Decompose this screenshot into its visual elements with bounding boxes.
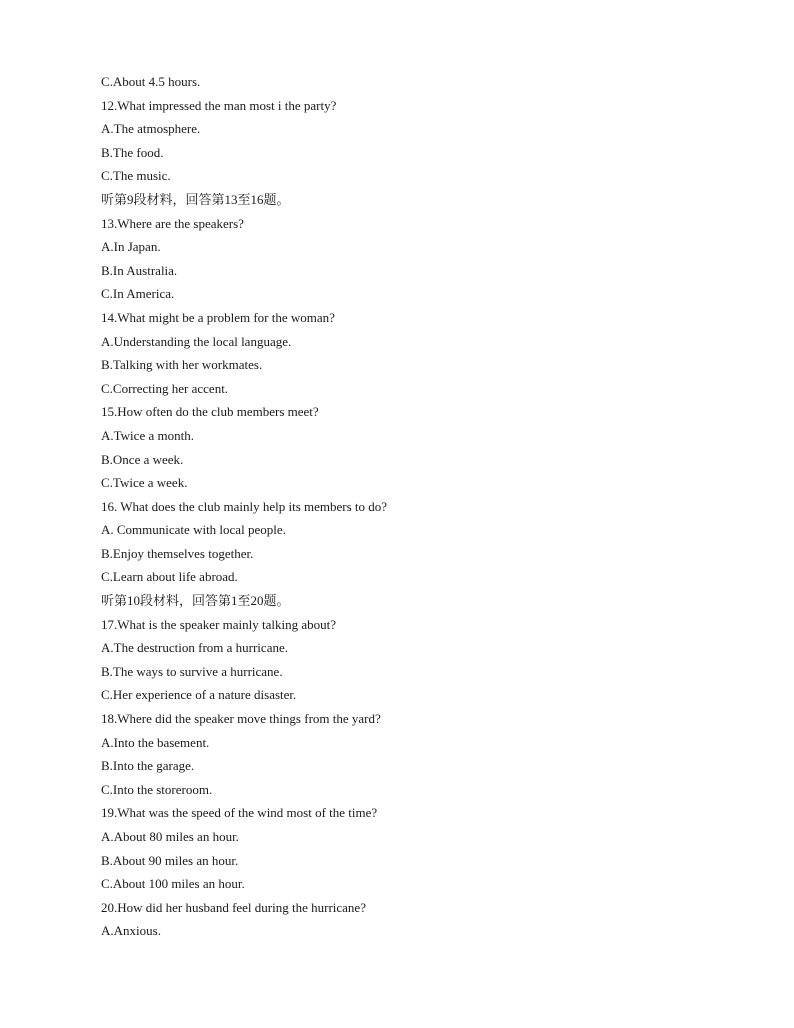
option-line: C.About 100 miles an hour. — [101, 876, 245, 892]
question-line: 13.Where are the speakers? — [101, 215, 244, 231]
question-line: 14.What might be a problem for the woman? — [101, 309, 335, 325]
option-line: C.Into the storeroom. — [101, 781, 213, 797]
option-line: B.Enjoy themselves together. — [101, 545, 254, 561]
option-line: B.In Australia. — [101, 262, 178, 278]
option-line: A.Understanding the local language. — [101, 333, 292, 349]
option-line: A.Twice a month. — [101, 427, 194, 443]
option-line: C.Correcting her accent. — [101, 380, 229, 396]
question-line: 12.What impressed the man most i the party? — [101, 97, 337, 113]
option-line: B.The ways to survive a hurricane. — [101, 663, 283, 679]
option-line: B.About 90 miles an hour. — [101, 852, 239, 868]
question-line: 15.How often do the club members meet? — [101, 404, 319, 420]
option-line: C.About 4.5 hours. — [101, 74, 201, 89]
option-line: B.Talking with her workmates. — [101, 357, 263, 373]
option-line: A.About 80 miles an hour. — [101, 829, 239, 844]
question-line: 19.What was the speed of the wind most of the time? — [101, 805, 378, 821]
document-page — [101, 72, 761, 945]
option-line: A.In Japan. — [101, 239, 161, 255]
option-line: A.Anxious. — [101, 923, 161, 939]
question-line: 20.How did her husband feel during the hurricane? — [101, 899, 366, 915]
option-line: C.The music. — [101, 168, 171, 184]
option-line: B.Once a week. — [101, 451, 184, 467]
option-line: C.Twice a week. — [101, 475, 188, 491]
option-line: A.The destruction from a hurricane. — [101, 640, 288, 656]
option-line: A. Communicate with local people. — [101, 522, 286, 538]
section-instruction: 听第9段材料，回答第13至16题。 — [101, 191, 290, 207]
section-instruction: 听第10段材料，回答第1至20题。 — [101, 593, 290, 609]
option-line: C.In America. — [101, 286, 175, 302]
question-line: 16. What does the club mainly help its members to do? — [101, 498, 388, 514]
question-line: 18.Where did the speaker move things from the yard? — [101, 711, 381, 727]
option-line: A.Into the basement. — [101, 734, 210, 750]
option-line: B.Into the garage. — [101, 758, 195, 774]
option-line: A.The atmosphere. — [101, 121, 201, 137]
option-line: C.Learn about life abroad. — [101, 569, 238, 585]
question-line: 17.What is the speaker mainly talking about? — [101, 616, 337, 632]
option-line: C.Her experience of a nature disaster. — [101, 687, 297, 703]
option-line: B.The food. — [101, 144, 164, 160]
